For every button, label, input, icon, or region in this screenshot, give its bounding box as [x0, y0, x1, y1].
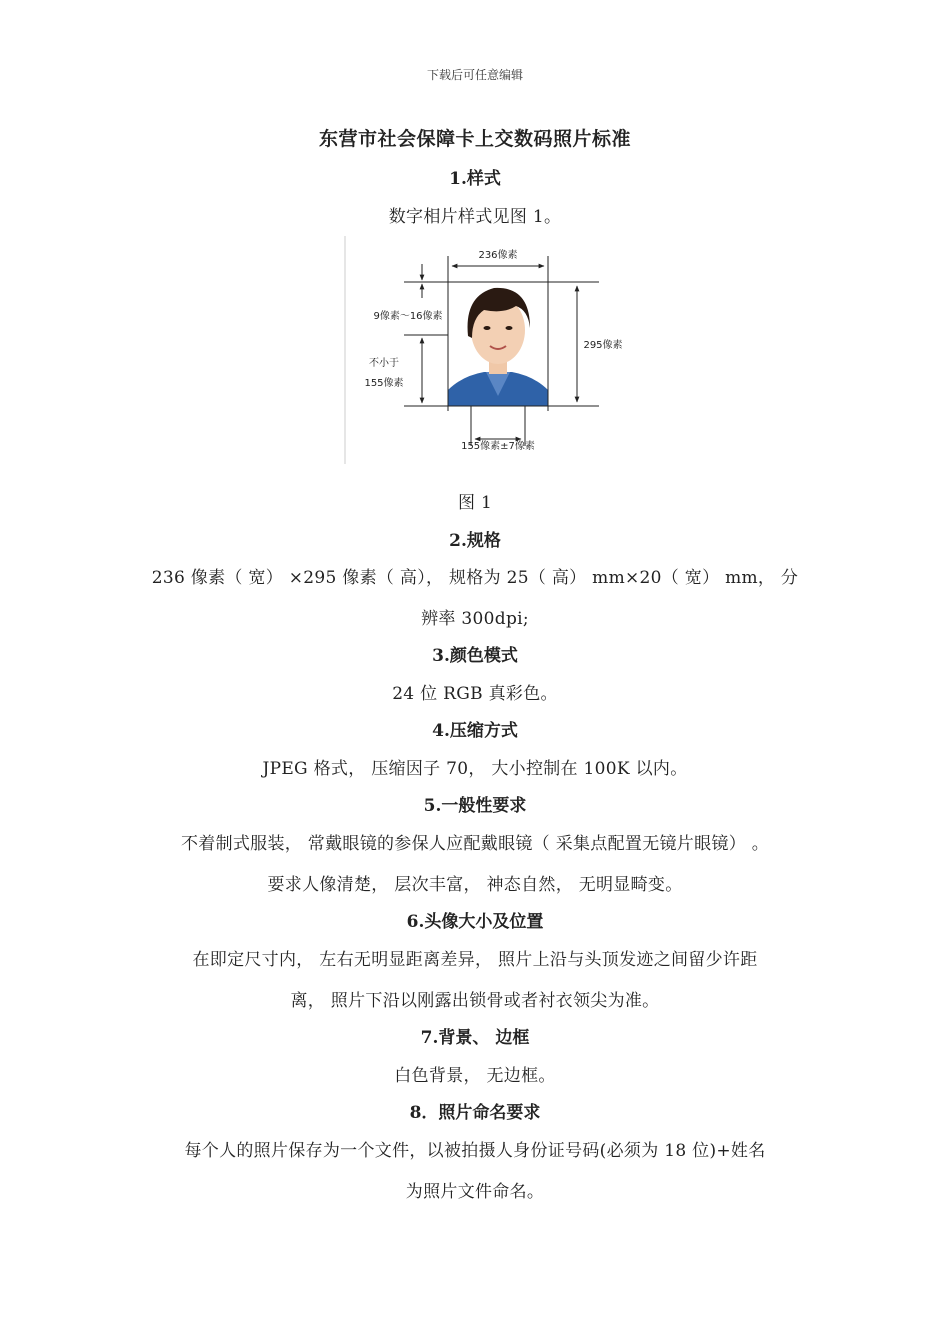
section-8-line-2: 为照片文件命名。 — [405, 1182, 545, 1202]
section-5-heading: 5.一般性要求 — [423, 796, 527, 816]
section-6-heading: 6.头像大小及位置 — [406, 912, 544, 932]
label-head-height-line1: 不小于 — [369, 358, 399, 369]
section-8-heading: 8．照片命名要求 — [409, 1103, 541, 1123]
label-face-width: 155像素±7像素 — [461, 441, 535, 452]
section-4-line-1: JPEG 格式， 压缩因子 70， 大小控制在 100K 以内。 — [262, 759, 688, 779]
section-2-heading: 2.规格 — [449, 531, 501, 551]
left-eye — [484, 326, 491, 330]
section-7-line-1: 白色背景， 无边框。 — [394, 1066, 556, 1086]
id-photo — [448, 282, 548, 406]
page-title: 东营市社会保障卡上交数码照片标准 — [318, 128, 631, 150]
section-3-heading: 3.颜色模式 — [432, 646, 518, 666]
photo-spec-figure — [344, 236, 634, 466]
label-width: 236像素 — [478, 250, 518, 261]
section-5-line-2: 要求人像清楚， 层次丰富， 神态自然， 无明显畸变。 — [267, 875, 683, 895]
section-6-line-1: 在即定尺寸内， 左右无明显距离差异， 照片上沿与头顶发迹之间留少许距 — [192, 950, 758, 970]
figure-caption: 图 1 — [457, 493, 493, 513]
section-4-heading: 4.压缩方式 — [432, 721, 518, 741]
label-top-margin: 9像素～16像素 — [373, 311, 443, 322]
section-1-line-1: 数字相片样式见图 1。 — [388, 207, 562, 227]
section-8-line-1: 每个人的照片保存为一个文件，以被拍摄人身份证号码(必须为 18 位)+姓名 — [184, 1141, 766, 1161]
section-2-line-2: 辨率 300dpi; — [421, 609, 529, 629]
header-note: 下载后可任意编辑 — [426, 68, 523, 82]
section-3-line-1: 24 位 RGB 真彩色。 — [392, 684, 558, 704]
section-1-heading: 1.样式 — [449, 169, 501, 189]
section-6-line-2: 离， 照片下沿以刚露出锁骨或者衬衣领尖为准。 — [290, 991, 660, 1011]
section-5-line-1: 不着制式服装， 常戴眼镜的参保人应配戴眼镜（ 采集点配置无镜片眼镜） 。 — [180, 834, 769, 854]
label-height: 295像素 — [583, 340, 623, 351]
label-head-height-line2: 155像素 — [364, 378, 404, 389]
section-2-line-1: 236 像素（ 宽） ×295 像素（ 高）， 规格为 25（ 高） mm×20（ 宽） mm， 分 — [151, 568, 799, 588]
right-eye — [506, 326, 513, 330]
section-7-heading: 7.背景、 边框 — [420, 1028, 530, 1048]
